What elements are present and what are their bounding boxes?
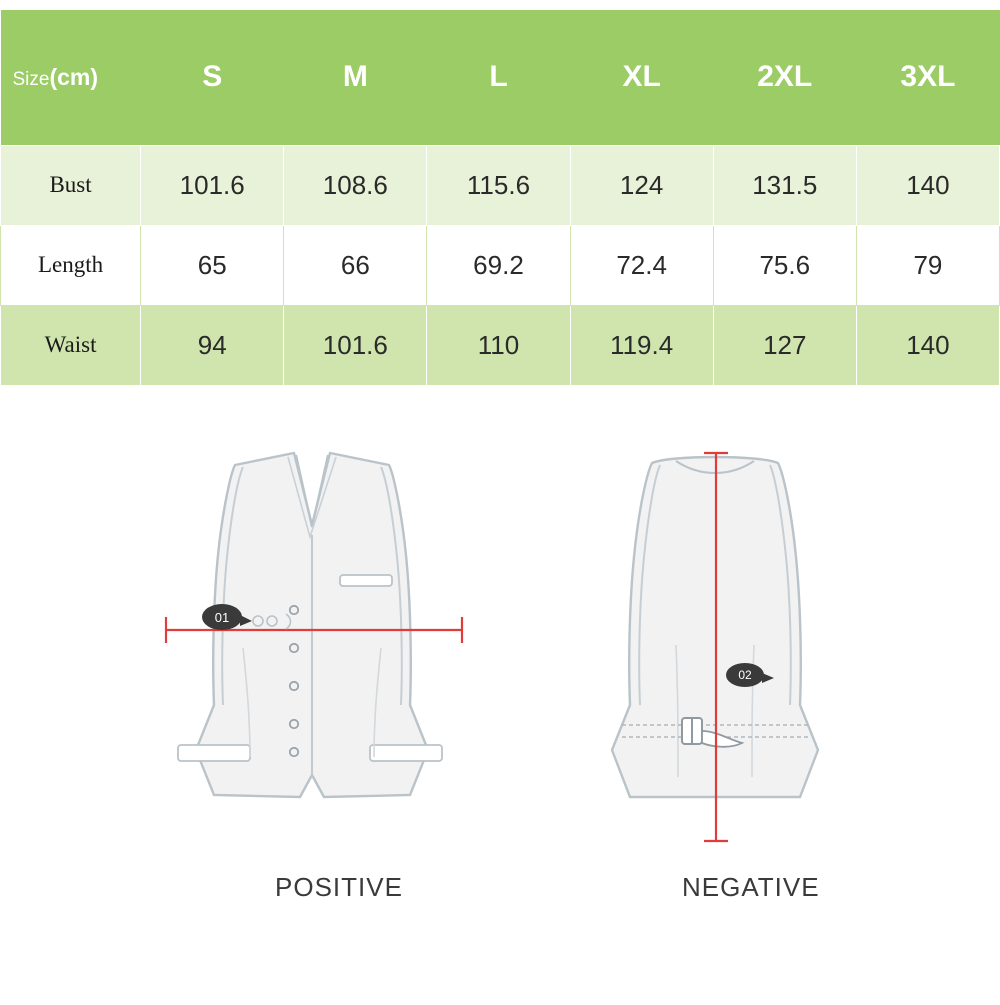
cell-waist-3xl: 140 bbox=[856, 305, 999, 385]
cell-bust-m: 108.6 bbox=[284, 145, 427, 225]
size-chart-container bbox=[0, 10, 1000, 386]
table-header-row bbox=[1, 10, 1000, 145]
vest-chest-pocket bbox=[340, 575, 392, 586]
garment-illustration-area bbox=[0, 405, 1000, 1000]
cell-waist-2xl: 127 bbox=[713, 305, 856, 385]
table-header bbox=[1, 10, 1000, 145]
vest-diagrams-svg bbox=[0, 405, 1000, 1000]
table-row bbox=[1, 305, 1000, 385]
row-label-bust: Bust bbox=[1, 145, 141, 225]
cell-waist-xl: 119.4 bbox=[570, 305, 713, 385]
column-header-l: L bbox=[489, 60, 508, 94]
table-body bbox=[1, 145, 1000, 385]
cell-waist-l: 110 bbox=[427, 305, 570, 385]
corner-label: Size bbox=[12, 68, 50, 90]
cell-bust-2xl: 131.5 bbox=[713, 145, 856, 225]
column-header-3xl: 3XL bbox=[900, 60, 956, 94]
cell-waist-s: 94 bbox=[141, 305, 284, 385]
table-row bbox=[1, 145, 1000, 225]
table-row bbox=[1, 225, 1000, 305]
corner-unit: (cm) bbox=[49, 63, 99, 90]
cell-length-2xl: 75.6 bbox=[713, 225, 856, 305]
caption-negative: NEGATIVE bbox=[682, 872, 820, 902]
column-header-xl: XL bbox=[622, 60, 661, 94]
marker-02-label: 02 bbox=[738, 668, 752, 682]
table-corner-header bbox=[1, 10, 141, 145]
row-label-length: Length bbox=[1, 225, 141, 305]
cell-length-s: 65 bbox=[141, 225, 284, 305]
cell-bust-s: 101.6 bbox=[141, 145, 284, 225]
column-header-s: S bbox=[202, 60, 223, 94]
cell-length-3xl: 79 bbox=[856, 225, 999, 305]
cell-bust-l: 115.6 bbox=[427, 145, 570, 225]
column-header-2xl: 2XL bbox=[757, 60, 813, 94]
vest-front-diagram bbox=[166, 453, 462, 797]
size-chart-table bbox=[0, 10, 1000, 386]
cell-waist-m: 101.6 bbox=[284, 305, 427, 385]
vest-lower-pocket-left bbox=[178, 745, 250, 761]
row-label-waist: Waist bbox=[1, 305, 141, 385]
cell-bust-xl: 124 bbox=[570, 145, 713, 225]
cell-length-m: 66 bbox=[284, 225, 427, 305]
cell-length-xl: 72.4 bbox=[570, 225, 713, 305]
cell-length-l: 69.2 bbox=[427, 225, 570, 305]
vest-lower-pocket-right bbox=[370, 745, 442, 761]
marker-01-label: 01 bbox=[214, 610, 230, 625]
column-header-m: M bbox=[342, 60, 368, 94]
caption-positive: POSITIVE bbox=[275, 872, 403, 902]
cell-bust-3xl: 140 bbox=[856, 145, 999, 225]
vest-back-diagram bbox=[612, 453, 818, 841]
